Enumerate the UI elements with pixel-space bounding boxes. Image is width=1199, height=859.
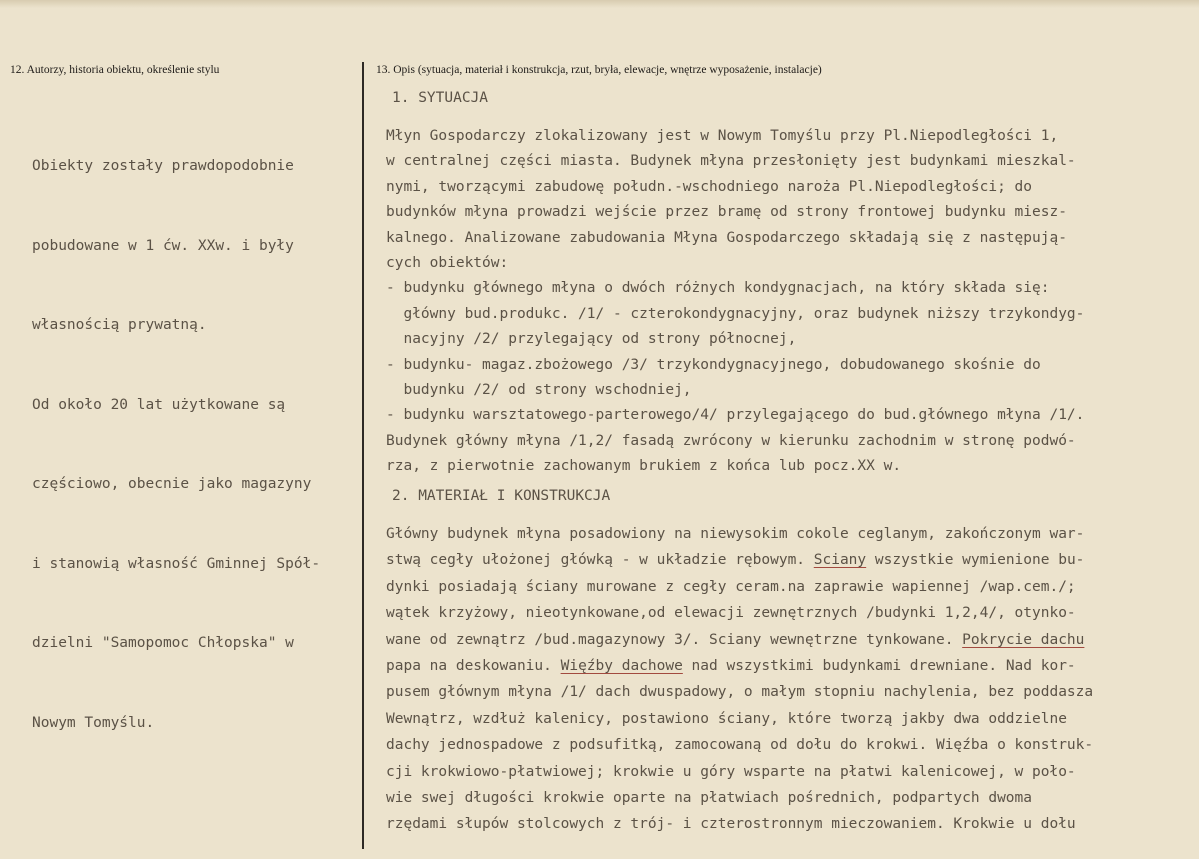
text-line: Od około 20 lat użytkowane są [32,396,286,413]
field-13-heading: 13. Opis (sytuacja, materiał i konstrukcja, rzut, bryła, elewacje, wnętrze wyposażenie, instalacje) [376,64,822,76]
section-material-body [386,521,1198,838]
text-line: własnością prywatną. [32,317,207,333]
field-13-description [370,60,1199,859]
text-line: rza, z pierwotnie zachowanym brukiem z końca lub pocz.XX w. [386,458,902,475]
field-12-authors-history [0,60,360,859]
text-line: częściowo, obecnie jako magazyny [32,476,312,492]
text-line: dynki posiadają ściany murowane z cegły ceram.na zaprawie wapiennej /wap.cem./; [386,578,1076,595]
text-line: rzędami słupów stolcowych z trój- i czterostronnym mieczowaniem. Krokwie u dołu [386,816,1076,833]
text-line: Budynek główny młyna /1,2/ fasadą zwrócony w kierunku zachodnim w stronę podwó- [386,432,1076,449]
text-line: Obiekty zostały prawdopodobnie [32,158,294,174]
text-line: w centralnej części miasta. Budynek młyna przesłonięty jest budynkami mieszkal- [386,153,1076,170]
text-line: papa na deskowaniu. Więźby dachowe nad wszystkimi budynkami drewniane. Nad kor- [386,657,1076,674]
field-12-heading: 12. Autorzy, historia obiektu, określenie stylu [10,64,220,76]
text-line: stwą cegły ułożonej główką - w układzie rębowym. Sciany wszystkie wymienione bu- [386,552,1085,569]
text-line: wane od zewnątrz /bud.magazynowy 3/. Sciany wewnętrzne tynkowane. Pokrycie dachu [386,631,1085,648]
text-line: kalnego. Analizowane zabudowania Młyna Gospodarczego składają się z następują- [386,229,1067,246]
text-line: dzielni "Samopomoc Chłopska" w [32,635,294,651]
underlined-term: Pokrycie dachu [962,631,1085,648]
text-line: pobudowane w 1 ćw. XXw. i były [32,237,294,254]
text-line: Młyn Gospodarczy zlokalizowany jest w Nowym Tomyślu przy Pl.Niepodległości 1, [386,128,1059,144]
card-edge [0,0,1199,8]
section-title-material-construction: 2. MATERIAŁ I KONSTRUKCJA [392,488,611,504]
list-item-continuation: główny bud.produkc. /1/ - czterokondygnacyjny, oraz budynek niższy trzykondyg- [386,305,1085,322]
section-title-situation: 1. SYTUACJA [392,90,489,106]
text-line: nymi, tworzącymi zabudowę połudn.-wschodniego naroża Pl.Niepodległości; do [386,178,1033,195]
text-line: wie swej długości krokwie oparte na płatwiach pośrednich, podpartych dwoma [386,789,1033,806]
text-line: budynków młyna prowadzi wejście przez bramę od strony frontowej budynku miesz- [386,204,1067,221]
list-item: - budynku warsztatowego-parterowego/4/ przylegającego do bud.głównego młyna /1/. [386,407,1085,424]
section-situation-body [386,124,1198,479]
list-item-continuation: nacyjny /2/ przylegający od strony północnej, [386,331,797,348]
field-12-text [32,100,362,789]
text-line: i stanowią własność Gminnej Spół- [32,555,321,572]
text-line: Nowym Tomyślu. [32,714,155,731]
list-item: - budynku głównego młyna o dwóch różnych kondygnacjach, na który składa się: [386,280,1050,297]
underlined-term: Więźby dachowe [560,657,683,674]
underlined-term: Sciany [813,552,867,569]
text-line: pusem głównym młyna /1/ dach dwuspadowy, o małym stopniu nachylenia, bez poddasza [386,684,1094,701]
list-item-continuation: budynku /2/ od strony wschodniej, [386,381,692,398]
text-line: cji krokwiowo-płatwiowej; krokwie u góry wsparte na płatwi kalenicowej, w poło- [386,763,1076,780]
text-line: dachy jednospadowe z podsufitką, zamocowaną od dołu do krokwi. Więźba o konstruk- [386,737,1094,754]
text-line: cych obiektów: [386,254,509,271]
text-line: Główny budynek młyna posadowiony na niewysokim cokole ceglanym, zakończonym war- [386,526,1085,542]
list-item: - budynku- magaz.zbożowego /3/ trzykondygnacyjnego, dobudowanego skośnie do [386,356,1041,373]
text-line: Wewnątrz, wzdłuż kalenicy, postawiono ściany, które tworzą jakby dwa oddzielne [386,710,1067,727]
column-divider [362,62,364,849]
text-line: wątek krzyżowy, nieotynkowane,od elewacji zewnętrznych /budynki 1,2,4/, otynko- [386,605,1076,622]
